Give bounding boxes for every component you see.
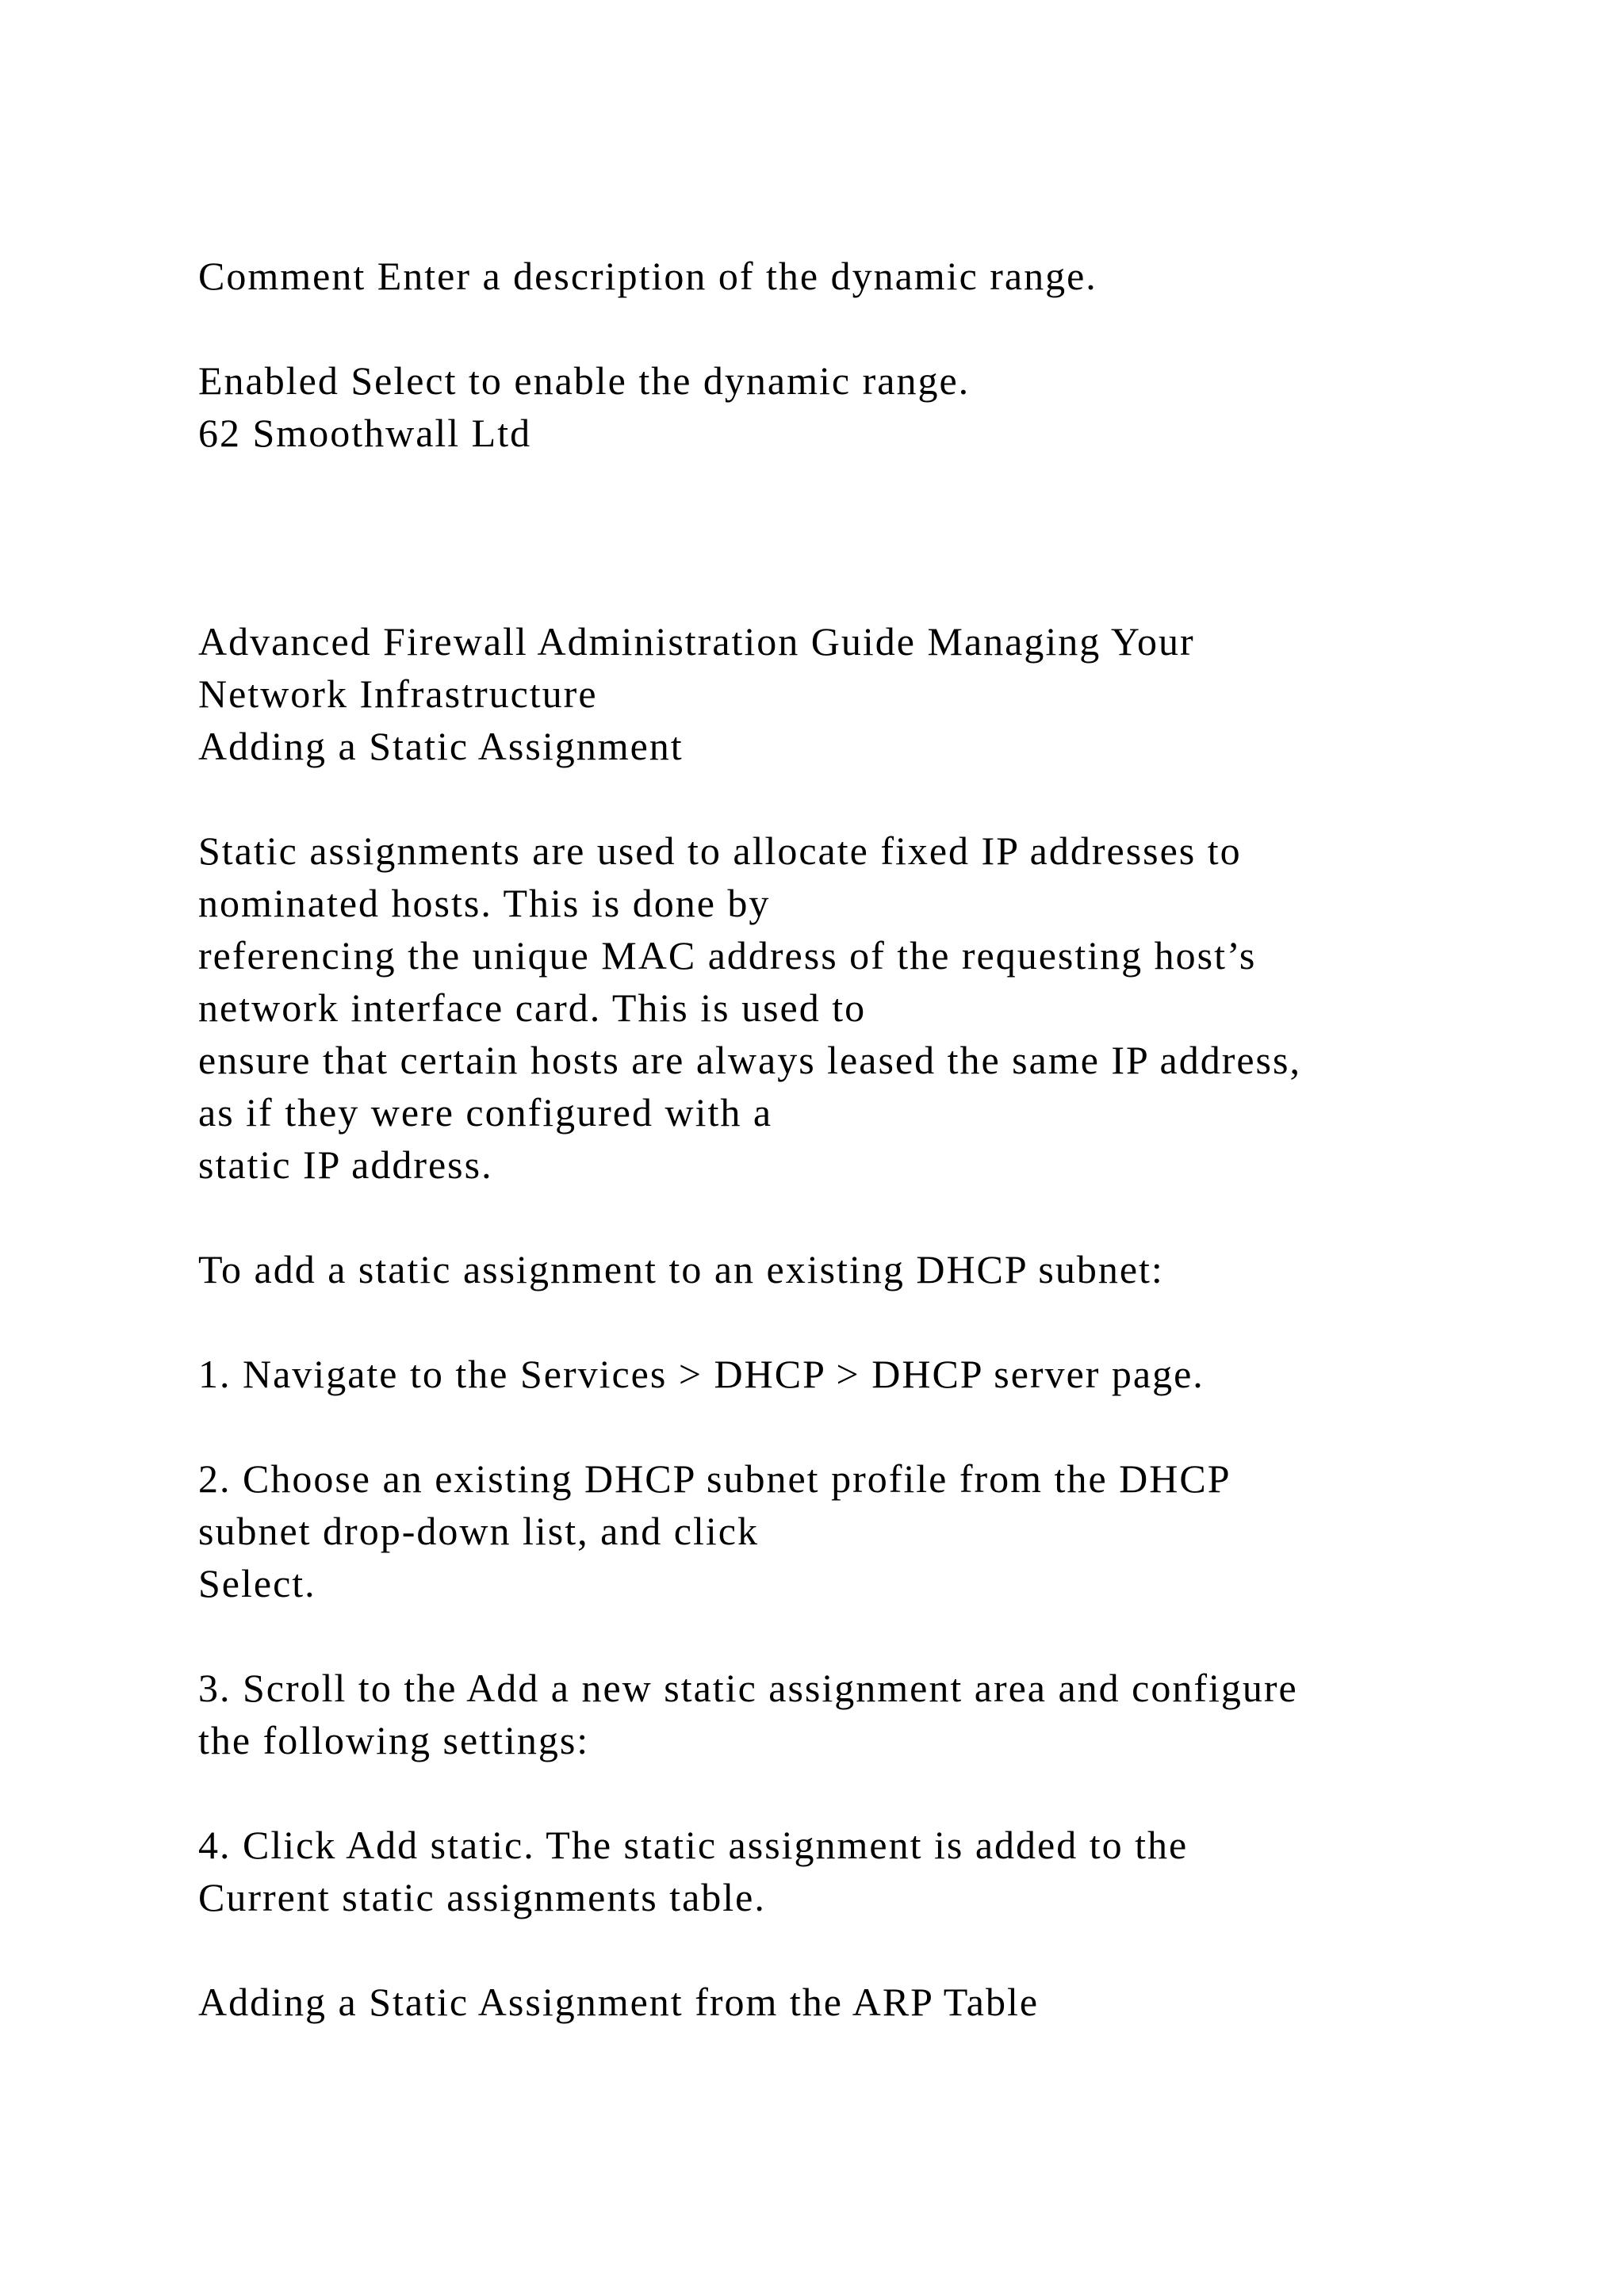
step-4-line-2: Current static assignments table.	[198, 1875, 766, 1919]
procedure-intro: To add a static assignment to an existing DHCP subnet:	[198, 1247, 1164, 1292]
step-3-line-2: the following settings:	[198, 1718, 590, 1762]
section-heading: Adding a Static Assignment	[198, 724, 684, 768]
body-paragraph-line: static IP address.	[198, 1142, 493, 1187]
body-paragraph-line: Static assignments are used to allocate fixed IP addresses to	[198, 828, 1242, 873]
step-1: 1. Navigate to the Services > DHCP > DHCP server page.	[198, 1352, 1205, 1396]
body-paragraph-line: as if they were configured with a	[198, 1090, 773, 1135]
comment-description: Comment Enter a description of the dynamic range.	[198, 254, 1097, 298]
body-paragraph-line: nominated hosts. This is done by	[198, 881, 771, 925]
body-paragraph-line: ensure that certain hosts are always leased the same IP address,	[198, 1038, 1301, 1082]
step-2-line-1: 2. Choose an existing DHCP subnet profile from the DHCP	[198, 1456, 1231, 1501]
enabled-description: Enabled Select to enable the dynamic range.	[198, 358, 971, 403]
step-3-line-1: 3. Scroll to the Add a new static assignment area and configure	[198, 1666, 1298, 1710]
step-4-line-1: 4. Click Add static. The static assignment is added to the	[198, 1823, 1189, 1867]
step-2-line-3: Select.	[198, 1561, 316, 1605]
running-header-line-2: Network Infrastructure	[198, 672, 598, 716]
running-header-line-1: Advanced Firewall Administration Guide Managing Your	[198, 619, 1195, 664]
next-section-heading: Adding a Static Assignment from the ARP Table	[198, 1980, 1040, 2024]
body-paragraph-line: network interface card. This is used to	[198, 985, 867, 1030]
body-paragraph-line: referencing the unique MAC address of the requesting host’s	[198, 933, 1257, 978]
page-footer: 62 Smoothwall Ltd	[198, 411, 532, 455]
step-2-line-2: subnet drop-down list, and click	[198, 1509, 759, 1553]
